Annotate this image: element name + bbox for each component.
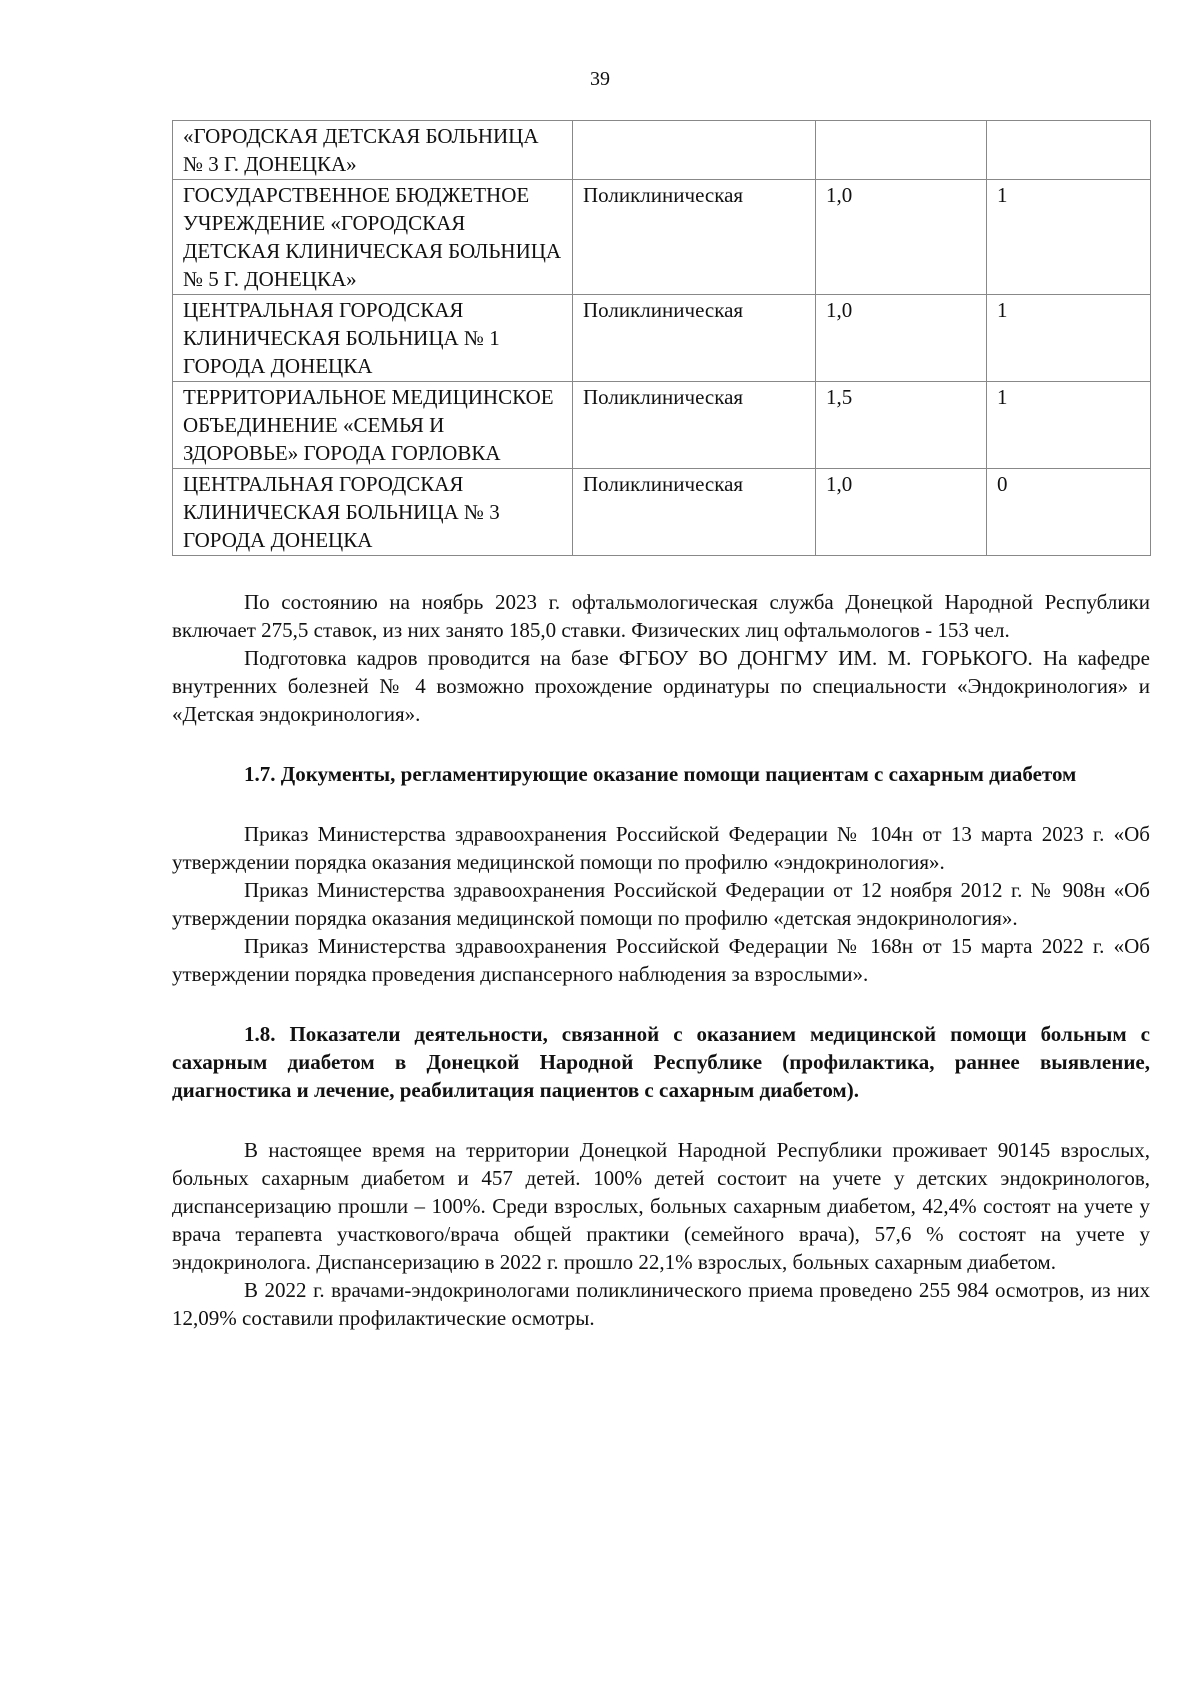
- page-number: 39: [590, 68, 610, 90]
- document-paragraph: Приказ Министерства здравоохранения Российской Федерации № 168н от 15 марта 2022 г. «Об утверждении порядка проведения диспансерного наблюдения за взрослыми».: [172, 934, 1150, 986]
- people-cell: 0: [987, 469, 1151, 556]
- page-content: [172, 120, 1150, 1332]
- section-heading-1-7: 1.7. Документы, регламентирующие оказание помощи пациентам с сахарным диабетом: [244, 762, 1077, 786]
- document-paragraph: Приказ Министерства здравоохранения Российской Федерации от 12 ноября 2012 г. № 908н «Об утверждении порядка оказания медицинской помощи по профилю «детская эндокринология».: [172, 878, 1150, 930]
- rate-cell: 1,0: [816, 295, 987, 382]
- unit-type-cell: Поликлиническая: [573, 295, 816, 382]
- unit-type-cell: Поликлиническая: [573, 180, 816, 295]
- institution-name-cell: ЦЕНТРАЛЬНАЯ ГОРОДСКАЯ КЛИНИЧЕСКАЯ БОЛЬНИЦА № 1 ГОРОДА ДОНЕЦКА: [173, 295, 573, 382]
- institution-name-cell: «ГОРОДСКАЯ ДЕТСКАЯ БОЛЬНИЦА № 3 Г. ДОНЕЦКА»: [173, 121, 573, 180]
- rate-cell: [816, 121, 987, 180]
- table-row: [173, 295, 1151, 382]
- unit-type-cell: Поликлиническая: [573, 382, 816, 469]
- section-heading-1-8: 1.8. Показатели деятельности, связанной с оказанием медицинской помощи больным с сахарным диабетом в Донецкой Народной Республике (профилактика, раннее выявление, диагностика и лечение, реабилитация пациентов с сахарным диабетом).: [172, 1022, 1150, 1102]
- institution-name-cell: ГОСУДАРСТВЕННОЕ БЮДЖЕТНОЕ УЧРЕЖДЕНИЕ «ГОРОДСКАЯ ДЕТСКАЯ КЛИНИЧЕСКАЯ БОЛЬНИЦА № 5 Г. ДОНЕЦКА»: [173, 180, 573, 295]
- rate-cell: 1,5: [816, 382, 987, 469]
- table-row: [173, 469, 1151, 556]
- people-cell: 1: [987, 295, 1151, 382]
- people-cell: 1: [987, 382, 1151, 469]
- institution-name-cell: ЦЕНТРАЛЬНАЯ ГОРОДСКАЯ КЛИНИЧЕСКАЯ БОЛЬНИЦА № 3 ГОРОДА ДОНЕЦКА: [173, 469, 573, 556]
- unit-type-cell: [573, 121, 816, 180]
- rate-cell: 1,0: [816, 469, 987, 556]
- unit-type-cell: Поликлиническая: [573, 469, 816, 556]
- intro-paragraph: Подготовка кадров проводится на базе ФГБОУ ВО ДОНГМУ ИМ. М. ГОРЬКОГО. На кафедре внутренних болезней № 4 возможно прохождение ординатуры по специальности «Эндокринология» и «Детская эндокринология».: [172, 646, 1150, 726]
- rate-cell: 1,0: [816, 180, 987, 295]
- document-paragraph: Приказ Министерства здравоохранения Российской Федерации № 104н от 13 марта 2023 г. «Об утверждении порядка оказания медицинской помощи по профилю «эндокринология».: [172, 822, 1150, 874]
- table-row: [173, 121, 1151, 180]
- table-row: [173, 382, 1151, 469]
- statistics-paragraph: В настоящее время на территории Донецкой Народной Республики проживает 90145 взрослых, больных сахарным диабетом и 457 детей. 100% детей состоит на учете у детских эндокринологов, диспансеризацию прошли – 100%. Среди взрослых, больных сахарным диабетом, 42,4% состоят на учете у врача терапевта участкового/врача общей практики (семейного врача), 57,6 % состоят на учете у эндокринолога. Диспансеризацию в 2022 г. прошло 22,1% взрослых, больных сахарным диабетом.: [172, 1138, 1150, 1274]
- people-cell: 1: [987, 180, 1151, 295]
- statistics-paragraph: В 2022 г. врачами-эндокринологами поликлинического приема проведено 255 984 осмотров, из них 12,09% составили профилактические осмотры.: [172, 1278, 1150, 1330]
- institution-name-cell: ТЕРРИТОРИАЛЬНОЕ МЕДИЦИНСКОЕ ОБЪЕДИНЕНИЕ «СЕМЬЯ И ЗДОРОВЬЕ» ГОРОДА ГОРЛОВКА: [173, 382, 573, 469]
- people-cell: [987, 121, 1151, 180]
- staffing-table: [172, 120, 1151, 556]
- table-row: [173, 180, 1151, 295]
- intro-paragraph: По состоянию на ноябрь 2023 г. офтальмологическая служба Донецкой Народной Республики включает 275,5 ставок, из них занято 185,0 ставки. Физических лиц офтальмологов - 153 чел.: [172, 590, 1150, 642]
